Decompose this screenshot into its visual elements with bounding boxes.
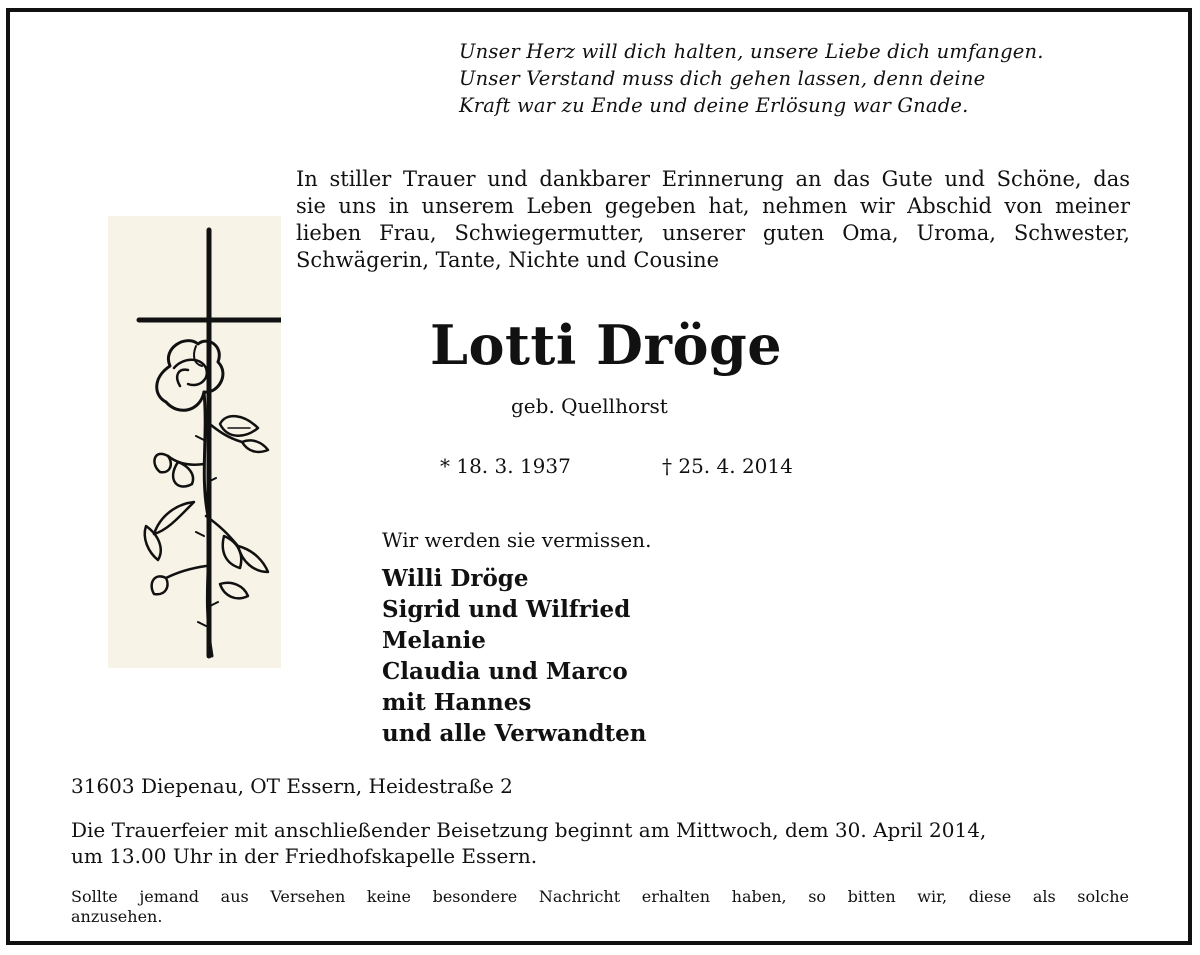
note-line: anzusehen. [71,907,163,926]
mourner-name: und alle Verwandten [382,720,647,747]
notice-note [71,887,1129,927]
poem-line: Unser Verstand muss dich gehen lassen, denn deine [459,67,986,90]
mourner-name: Willi Dröge [382,565,529,592]
cross-with-rose-icon [108,216,281,668]
intro-line: lieben Frau, Schwiegermutter, unserer guten Oma, Uroma, Schwester, [296,221,1130,245]
ceremony-line: Die Trauerfeier mit anschließender Beisetzung beginnt am Mittwoch, dem 30. April 2014, [71,818,987,842]
mourner-name: mit Hannes [382,689,532,716]
deceased-name: Lotti Dröge [430,313,783,377]
mourner-name: Melanie [382,627,486,654]
death-date: † 25. 4. 2014 [662,454,793,478]
intro-line: sie uns in unserem Leben gegeben hat, nehmen wir Abschid von meiner [296,194,1130,218]
miss-text: Wir werden sie vermissen. [382,528,652,552]
intro-line: In stiller Trauer und dankbarer Erinnerung an das Gute und Schöne, das [296,167,1130,191]
note-line: Sollte jemand aus Versehen keine besondere Nachricht erhalten haben, so bitten wir, diese als solche [71,887,1129,906]
ceremony-info [71,817,986,869]
mourner-name: Claudia und Marco [382,658,628,685]
poem-line: Kraft war zu Ende und deine Erlösung war Gnade. [459,94,969,117]
intro-line: Schwägerin, Tante, Nichte und Cousine [296,248,720,272]
address: 31603 Diepenau, OT Essern, Heidestraße 2 [71,774,513,798]
poem [459,38,1159,119]
mourner-name: Sigrid und Wilfried [382,596,631,623]
mourners-list [382,563,647,749]
birth-date: * 18. 3. 1937 [440,454,571,478]
intro-text [296,166,1130,274]
ceremony-line: um 13.00 Uhr in der Friedhofskapelle Essern. [71,844,538,868]
poem-line: Unser Herz will dich halten, unsere Liebe dich umfangen. [459,40,1044,63]
maiden-name: geb. Quellhorst [511,394,668,418]
